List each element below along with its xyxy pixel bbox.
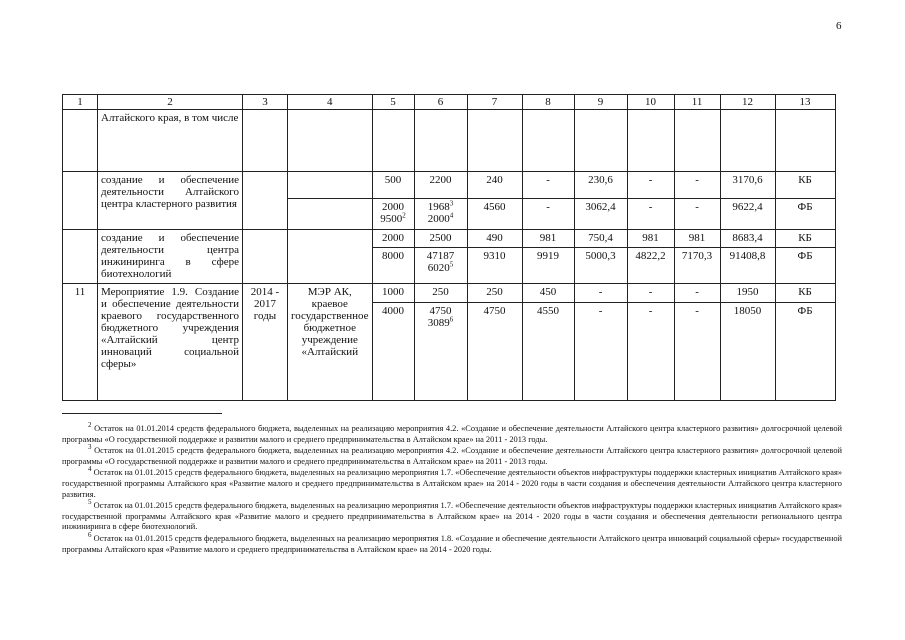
value-cell: 490: [467, 230, 522, 248]
value-cell: 2500: [414, 230, 467, 248]
source-cell: ФБ: [775, 303, 835, 401]
col-header: 7: [467, 95, 522, 110]
row-number-cell: 11: [63, 284, 98, 401]
value-cell: 450: [522, 284, 574, 303]
value-cell: 8000: [372, 248, 414, 284]
value-cell: -: [574, 303, 627, 401]
value-cell: 240: [467, 172, 522, 199]
col-header: 11: [674, 95, 720, 110]
value-cell: -: [627, 284, 674, 303]
value-cell: 1968$^3$ 2000$^4$: [414, 199, 467, 230]
col-header: 9: [574, 95, 627, 110]
value-cell: 4750: [467, 303, 522, 401]
value-cell: 750,4: [574, 230, 627, 248]
activity-cell: создание и обеспечение деятельности Алтайского центра кластерного развития: [98, 172, 243, 230]
value-cell: 3062,4: [574, 199, 627, 230]
source-cell: ФБ: [775, 199, 835, 230]
period-cell: 2014 - 2017 годы: [243, 284, 288, 401]
value-cell: 47187 6020$^5$: [414, 248, 467, 284]
footnote: $^6$ Остаток на 01.01.2015 средств федерального бюджета, выделенных на реализацию мероприятия 1.8. «Создание и обеспечение деятельности Алтайского центра инноваций социальной сферы» государственной программы Алтайского края «Развитие малого и среднего предпринимательства в Алтайском крае» на 2014 - 2020 годы.: [62, 531, 842, 554]
footnotes: [62, 421, 843, 556]
activity-cell: Алтайского края, в том числе: [98, 110, 243, 172]
value-cell: 4550: [522, 303, 574, 401]
value-cell: -: [674, 172, 720, 199]
col-header: 3: [243, 95, 288, 110]
value-cell: 981: [522, 230, 574, 248]
value-cell: -: [522, 172, 574, 199]
program-table: [62, 94, 836, 401]
value-cell: 2000: [372, 230, 414, 248]
value-cell: 2200: [414, 172, 467, 199]
value-cell: 1950: [720, 284, 775, 303]
table-header-row: [63, 95, 836, 110]
col-header: 8: [522, 95, 574, 110]
value-cell: -: [674, 284, 720, 303]
table-row: [63, 284, 836, 303]
col-header: 4: [288, 95, 373, 110]
value-cell: 7170,3: [674, 248, 720, 284]
value-cell: 1000: [372, 284, 414, 303]
col-header: 12: [720, 95, 775, 110]
footnote: $^4$ Остаток на 01.01.2015 средств федерального бюджета, выделенных на реализацию мероприятия 1.7. «Обеспечение деятельности объектов инфраструктуры поддержки кластерных инициатив Алтайского края» государственной программы Алтайского края «Развитие малого и среднего предпринимательства в Алтайском крае» на 2014 - 2020 годы в части создания и обеспечения деятельности Алтайского центра кластерного развития.: [62, 465, 843, 499]
value-cell: -: [627, 172, 674, 199]
value-cell: 9919: [522, 248, 574, 284]
value-cell: -: [627, 303, 674, 401]
col-header: 5: [372, 95, 414, 110]
value-cell: -: [522, 199, 574, 230]
value-cell: 250: [467, 284, 522, 303]
value-cell: 500: [372, 172, 414, 199]
value-cell: 4750 3089$^6$: [414, 303, 467, 401]
col-header: 6: [414, 95, 467, 110]
value-cell: 981: [627, 230, 674, 248]
source-cell: КБ: [775, 284, 835, 303]
value-cell: -: [627, 199, 674, 230]
col-header: 10: [627, 95, 674, 110]
value-cell: 18050: [720, 303, 775, 401]
source-cell: ФБ: [775, 248, 835, 284]
col-header: 13: [775, 95, 835, 110]
value-cell: 4560: [467, 199, 522, 230]
value-cell: -: [674, 303, 720, 401]
footnote: $^2$ Остаток на 01.01.2014 средств федерального бюджета, выделенных на реализацию мероприятия 4.2. «Создание и обеспечение деятельности Алтайского центра кластерного развития» долгосрочной целевой программы «О государственной поддержке и развитии малого и среднего предпринимательства в Алтайском крае» на 2011 - 2013 годы.: [62, 421, 842, 444]
value-cell: 981: [674, 230, 720, 248]
source-cell: КБ: [775, 172, 835, 199]
activity-cell: создание и обеспечение деятельности центра инжиниринга в сфере биотехнологий: [98, 230, 243, 284]
value-cell: 250: [414, 284, 467, 303]
activity-cell: Мероприятие 1.9. Создание и обеспечение деятельности краевого государственного бюджетного учреждения «Алтайский центр инноваций социальной сферы»: [98, 284, 243, 401]
table-row: [63, 110, 836, 172]
value-cell: 5000,3: [574, 248, 627, 284]
executor-cell: МЭР АК, краевое государственное бюджетное учреждение «Алтайский: [288, 284, 373, 401]
source-cell: КБ: [775, 230, 835, 248]
page-number: 6: [836, 20, 842, 32]
value-cell: 9310: [467, 248, 522, 284]
col-header: 2: [98, 95, 243, 110]
value-cell: 2000 9500$^2$: [372, 199, 414, 230]
value-cell: 91408,8: [720, 248, 775, 284]
table-row: [63, 230, 836, 248]
value-cell: 230,6: [574, 172, 627, 199]
col-header: 1: [63, 95, 98, 110]
table-row: [63, 172, 836, 199]
footnote-separator: [62, 413, 222, 414]
footnote: $^5$ Остаток на 01.01.2015 средств федерального бюджета, выделенных на реализацию мероприятия 1.7. «Обеспечение деятельности объектов инфраструктуры поддержки кластерных инициатив Алтайского края» государственной программы Алтайского края «Развитие малого и среднего предпринимательства в Алтайском крае» на 2014 - 2020 годы в части создания и обеспечения деятельности регионального центра инжиниринга в сфере биотехнологий.: [62, 498, 843, 532]
value-cell: -: [674, 199, 720, 230]
value-cell: 9622,4: [720, 199, 775, 230]
value-cell: 4000: [372, 303, 414, 401]
value-cell: -: [574, 284, 627, 303]
value-cell: 8683,4: [720, 230, 775, 248]
value-cell: 3170,6: [720, 172, 775, 199]
footnote: $^3$ Остаток на 01.01.2015 средств федерального бюджета, выделенных на реализацию мероприятия 4.2. «Создание и обеспечение деятельности Алтайского центра кластерного развития» долгосрочной целевой программы «О государственной поддержке и развитии малого и среднего предпринимательства в Алтайском крае» на 2011 - 2013 годы.: [62, 443, 842, 466]
value-cell: 4822,2: [627, 248, 674, 284]
